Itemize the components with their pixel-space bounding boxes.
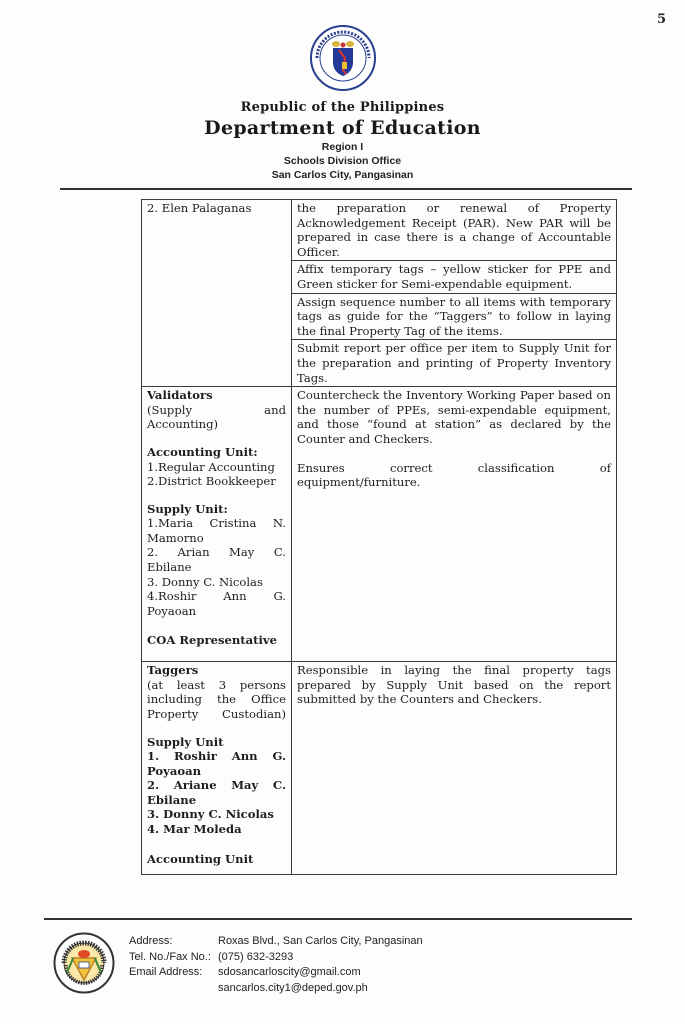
supply-item: 1. Roshir Ann G. Poyaoan: [147, 749, 286, 778]
task-cell: [292, 261, 617, 293]
deped-seal-icon: [309, 24, 377, 92]
email-label: Email Address:: [129, 966, 203, 978]
email-link[interactable]: sdosancarloscity@gmail.com: [218, 966, 361, 978]
sdo-seal-icon: [53, 932, 115, 994]
task-text: Countercheck the Inventory Working Paper based on the number of PPEs, semi-expendable equipment, and those “found at station” as declared by the Counter and Checkers.: [297, 388, 611, 446]
supply-heading: Supply Unit:: [147, 501, 228, 516]
taggers-subtitle: (at least 3 persons including the Office Property Custodian): [147, 677, 286, 721]
coa-representative: COA Representative: [147, 633, 278, 648]
page-number: 5: [657, 12, 667, 27]
supply-item: 4.Roshir Ann G. Poyaoan: [147, 589, 286, 618]
accounting-heading: Accounting Unit:: [147, 444, 258, 459]
supply-item: 1.Maria Cristina N. Mamorno: [147, 516, 286, 545]
department-heading: Department of Education: [204, 117, 481, 139]
address-value: Roxas Blvd., San Carlos City, Pangasinan: [218, 935, 423, 947]
republic-heading: Republic of the Philippines: [240, 100, 445, 115]
accounting-item: 1.Regular Accounting: [147, 459, 275, 474]
validators-cell: [142, 387, 292, 662]
region-label: Region I: [321, 141, 364, 153]
taggers-cell: [142, 662, 292, 875]
task-cell: [292, 200, 617, 261]
task-text: Assign sequence number to all items with temporary tags as guide for the “Taggers” to follow in laying the final Property Tag of the items.: [297, 294, 611, 338]
footer-divider: [44, 918, 632, 920]
task-cell: [292, 293, 617, 340]
person-name: 2. Elen Palaganas: [147, 201, 252, 215]
supply-heading: Supply Unit: [147, 734, 224, 749]
task-text: the preparation or renewal of Property Acknowledgement Receipt (PAR). New PAR will be prepared in case there is a change of Accountable Officer.: [297, 201, 611, 259]
supply-item: 4. Mar Moleda: [147, 822, 242, 837]
validators-task-cell: [292, 387, 617, 662]
email-link[interactable]: sancarlos.city1@deped.gov.ph: [218, 981, 368, 994]
accounting-heading: Accounting Unit: [147, 851, 254, 866]
office-label: Schools Division Office: [283, 155, 402, 167]
location-label: San Carlos City, Pangasinan: [271, 169, 414, 181]
task-cell: [292, 340, 617, 387]
address-label: Address:: [129, 935, 173, 947]
responsibilities-table: [141, 199, 617, 875]
supply-item: 2. Arian May C. Ebilane: [147, 545, 286, 575]
taggers-title: Taggers: [147, 663, 199, 678]
task-text: Responsible in laying the final property tags prepared by Supply Unit based on the report submitted by the Counters and Checkers.: [297, 663, 611, 707]
table-row: [142, 387, 617, 662]
validators-subtitle: (Supply and Accounting): [147, 402, 286, 432]
task-text: Submit report per office per item to Supply Unit for the preparation and printing of Property Inventory Tags.: [297, 341, 611, 385]
person-cell: [142, 200, 292, 387]
validators-title: Validators: [147, 388, 213, 403]
supply-item: 2. Ariane May C. Ebilane: [147, 778, 286, 807]
task-text: Affix temporary tags – yellow sticker for PPE and Green sticker for Semi-expendable equipment.: [297, 262, 611, 291]
footer-labels: [129, 934, 211, 981]
table-row: [142, 200, 617, 261]
tel-label: Tel. No./Fax No.:: [129, 950, 211, 963]
accounting-item: 2.District Bookkeeper: [147, 474, 276, 489]
tel-value: (075) 632-3293: [218, 950, 294, 963]
footer-values: [218, 934, 423, 996]
supply-item: 3. Donny C. Nicolas: [147, 574, 263, 589]
task-text: Ensures correct classification of equipment/furniture.: [297, 460, 611, 490]
supply-item: 3. Donny C. Nicolas: [147, 807, 274, 822]
table-row: [142, 662, 617, 875]
taggers-task-cell: [292, 662, 617, 875]
header-divider: [60, 188, 632, 190]
